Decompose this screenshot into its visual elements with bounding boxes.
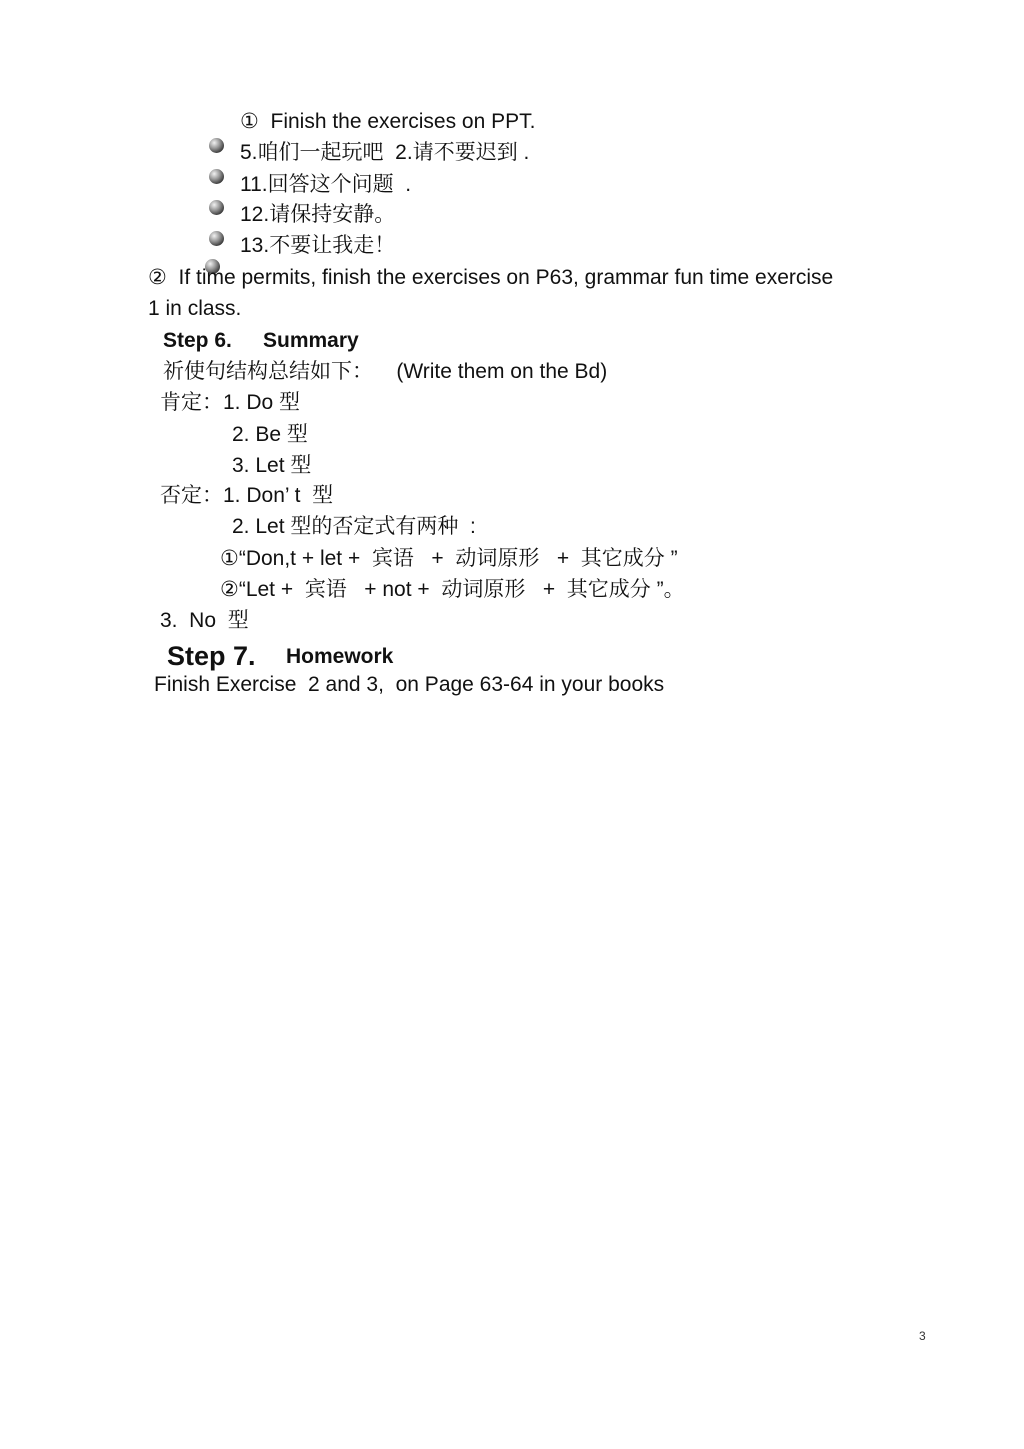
step7-title: Homework [286,645,394,668]
bullet-item-12: 12.请保持安静。 [240,203,396,226]
bullet-icon [209,200,224,215]
bullet-icon [209,169,224,184]
homework-text: Finish Exercise 2 and 3, on Page 63-64 in your books [154,673,665,696]
bullet-item-13: 13.不要让我走！ [240,234,396,257]
summary-negative-1: 否定：1. Don’ t 型 [160,484,334,507]
step6-title: Summary [263,329,359,352]
page-number: 3 [919,1329,926,1343]
summary-positive-3: 3. Let 型 [232,454,312,477]
exercise-line-1: ① Finish the exercises on PPT. [240,110,536,133]
bullet-item-11: 11.回答这个问题 . [240,173,412,196]
summary-negative-2: 2. Let 型的否定式有两种 : [232,515,476,538]
bullet-item-5: 5.咱们一起玩吧 2.请不要迟到 . [240,141,530,164]
summary-no-type: 3. No 型 [160,609,249,632]
bullet-icon [209,231,224,246]
bullet-icon [209,138,224,153]
summary-positive-2: 2. Be 型 [232,423,308,446]
summary-intro: 祈使句结构总结如下： (Write them on the Bd) [163,360,608,383]
summary-negative-form-2: ②“Let + 宾语 + not + 动词原形 + 其它成分 ”。 [220,578,685,601]
exercise-line-2: ② If time permits, finish the exercises on P63, grammar fun time exercise [148,266,834,289]
step7-label: Step 7. [167,641,256,671]
step6-label: Step 6. [163,329,232,352]
summary-negative-form-1: ①“Don,t + let + 宾语 + 动词原形 + 其它成分 ” [220,547,678,570]
exercise-line-2-cont: 1 in class. [148,297,242,320]
summary-positive-1: 肯定：1. Do 型 [160,391,301,414]
